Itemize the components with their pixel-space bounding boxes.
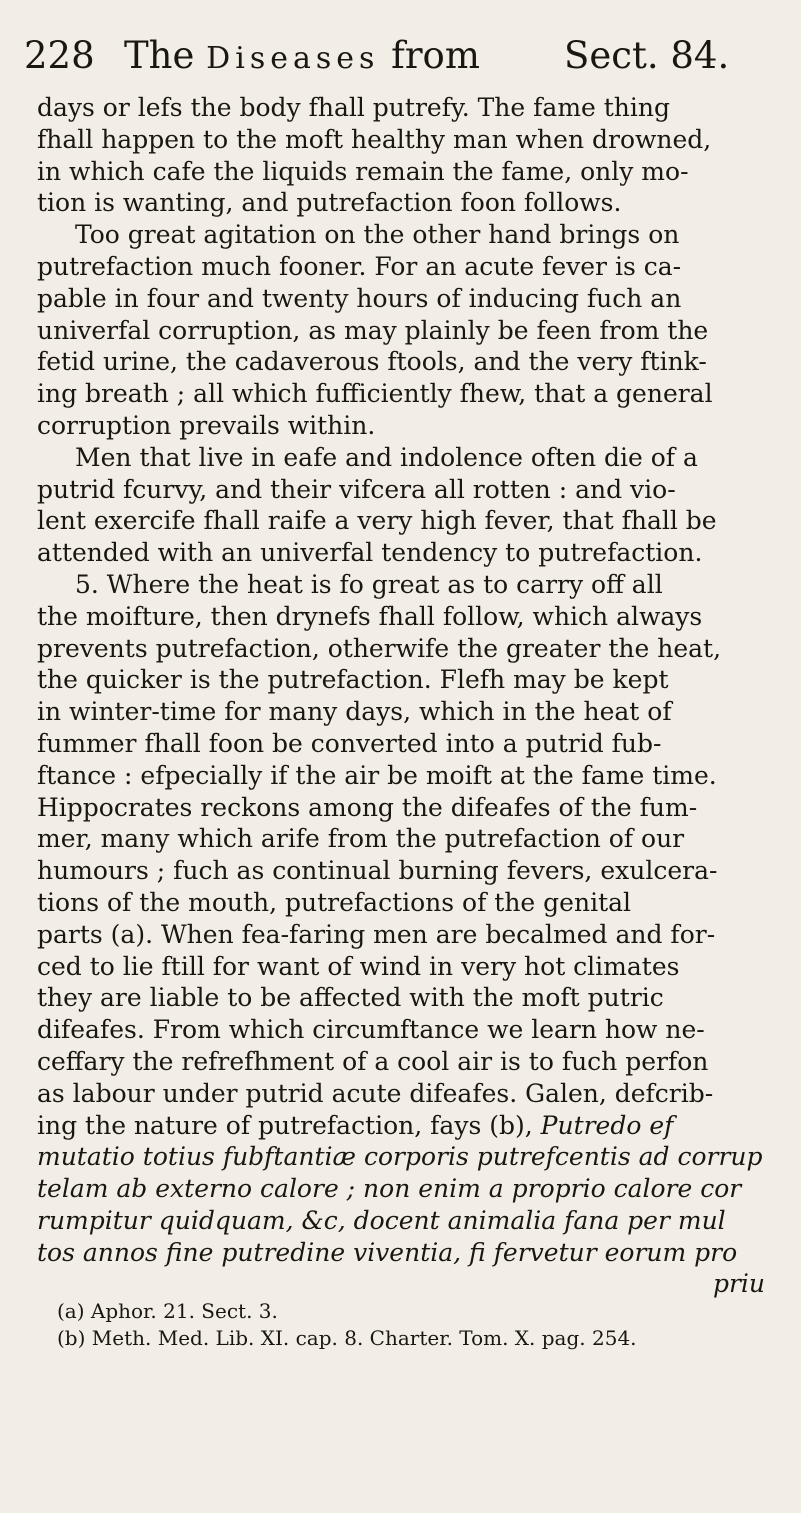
text-line: tos annos fine putredine viventia, fi fervetur eorum pro [37, 1237, 738, 1267]
text-line: ing the nature of putrefaction, fays (b), Putredo ef [37, 1110, 674, 1140]
running-header [24, 26, 794, 86]
text-line: putrid fcurvy, and their vifcera all rotten : and vio- [37, 474, 676, 504]
text-line: univerfal corruption, as may plainly be feen from the [37, 315, 709, 345]
text-line: ceffary the refrefhment of a cool air is to fuch perfon [37, 1046, 709, 1076]
text-line: tions of the mouth, putrefactions of the genital [37, 887, 632, 917]
text-line: fetid urine, the cadaverous ftools, and the very ftink- [37, 347, 707, 377]
text-line: Too great agitation on the other hand brings on [75, 220, 680, 250]
text-line: fummer fhall foon be converted into a putrid fub- [37, 728, 662, 758]
text-line: mutatio totius fubftantiæ corporis putrefcentis ad corrup [37, 1142, 763, 1172]
text-line: the moifture, then drynefs fhall follow, which always [37, 601, 703, 631]
page-number: 228 [24, 34, 95, 77]
text-line: difeafes. From which circumftance we learn how ne- [37, 1015, 705, 1045]
text-line: 5. Where the heat is fo great as to carry off all [75, 569, 663, 599]
text-line: pable in four and twenty hours of inducing fuch an [37, 283, 682, 313]
text-line: as labour under putrid acute difeafes. Galen, defcrib- [37, 1078, 714, 1108]
text-line: putrefaction much fooner. For an acute fever is ca- [37, 251, 682, 281]
text-line: telam ab externo calore ; non enim a proprio calore cor [37, 1174, 742, 1204]
text-line: the quicker is the putrefaction. Flefh may be kept [37, 665, 669, 695]
text-line: in winter-time for many days, which in the heat of [37, 697, 672, 727]
footnotes [57, 1298, 797, 1352]
text-line: corruption prevails within. [37, 410, 376, 440]
text-line: days or lefs the body fhall putrefy. The fame thing [37, 93, 671, 122]
text-line: mer, many which arife from the putrefaction of our [37, 824, 685, 854]
text-line: they are liable to be affected with the moft putric [37, 983, 664, 1013]
text-line: fhall happen to the moft healthy man when drowned, [37, 124, 712, 154]
text-line: humours ; fuch as continual burning fevers, exulcera- [37, 856, 718, 886]
footnote: (b) Meth. Med. Lib. XI. cap. 8. Charter. Tom. X. pag. 254. [57, 1326, 637, 1350]
text-line: Men that live in eafe and indolence often die of a [75, 442, 698, 472]
text-line: in which cafe the liquids remain the fame, only mo- [37, 156, 689, 186]
text-line: parts (a). When fea-faring men are becalmed and for- [37, 919, 716, 949]
text-line: ced to lie ftill for want of wind in very hot climates [37, 951, 680, 981]
text-line: prevents putrefaction, otherwife the greater the heat, [37, 633, 722, 663]
body-text [37, 92, 797, 1300]
text-line: rumpitur quidquam, &c, docent animalia fana per mul [37, 1205, 726, 1235]
text-line: tion is wanting, and putrefaction foon follows. [37, 188, 622, 218]
text-line: ing breath ; all which fufficiently fhew, that a general [37, 379, 713, 409]
text-line: ftance : efpecially if the air be moift at the fame time. [37, 760, 717, 790]
text-line: lent exercife fhall raife a very high fever, that fhall be [37, 506, 717, 536]
text-line: attended with an univerfal tendency to putrefaction. [37, 538, 703, 568]
running-title: The Diseases from [124, 34, 480, 77]
catchword: priu [712, 1269, 765, 1299]
section-number: Sect. 84. [564, 34, 730, 77]
footnote: (a) Aphor. 21. Sect. 3. [57, 1299, 278, 1323]
text-line: Hippocrates reckons among the difeafes of the fum- [37, 792, 698, 822]
